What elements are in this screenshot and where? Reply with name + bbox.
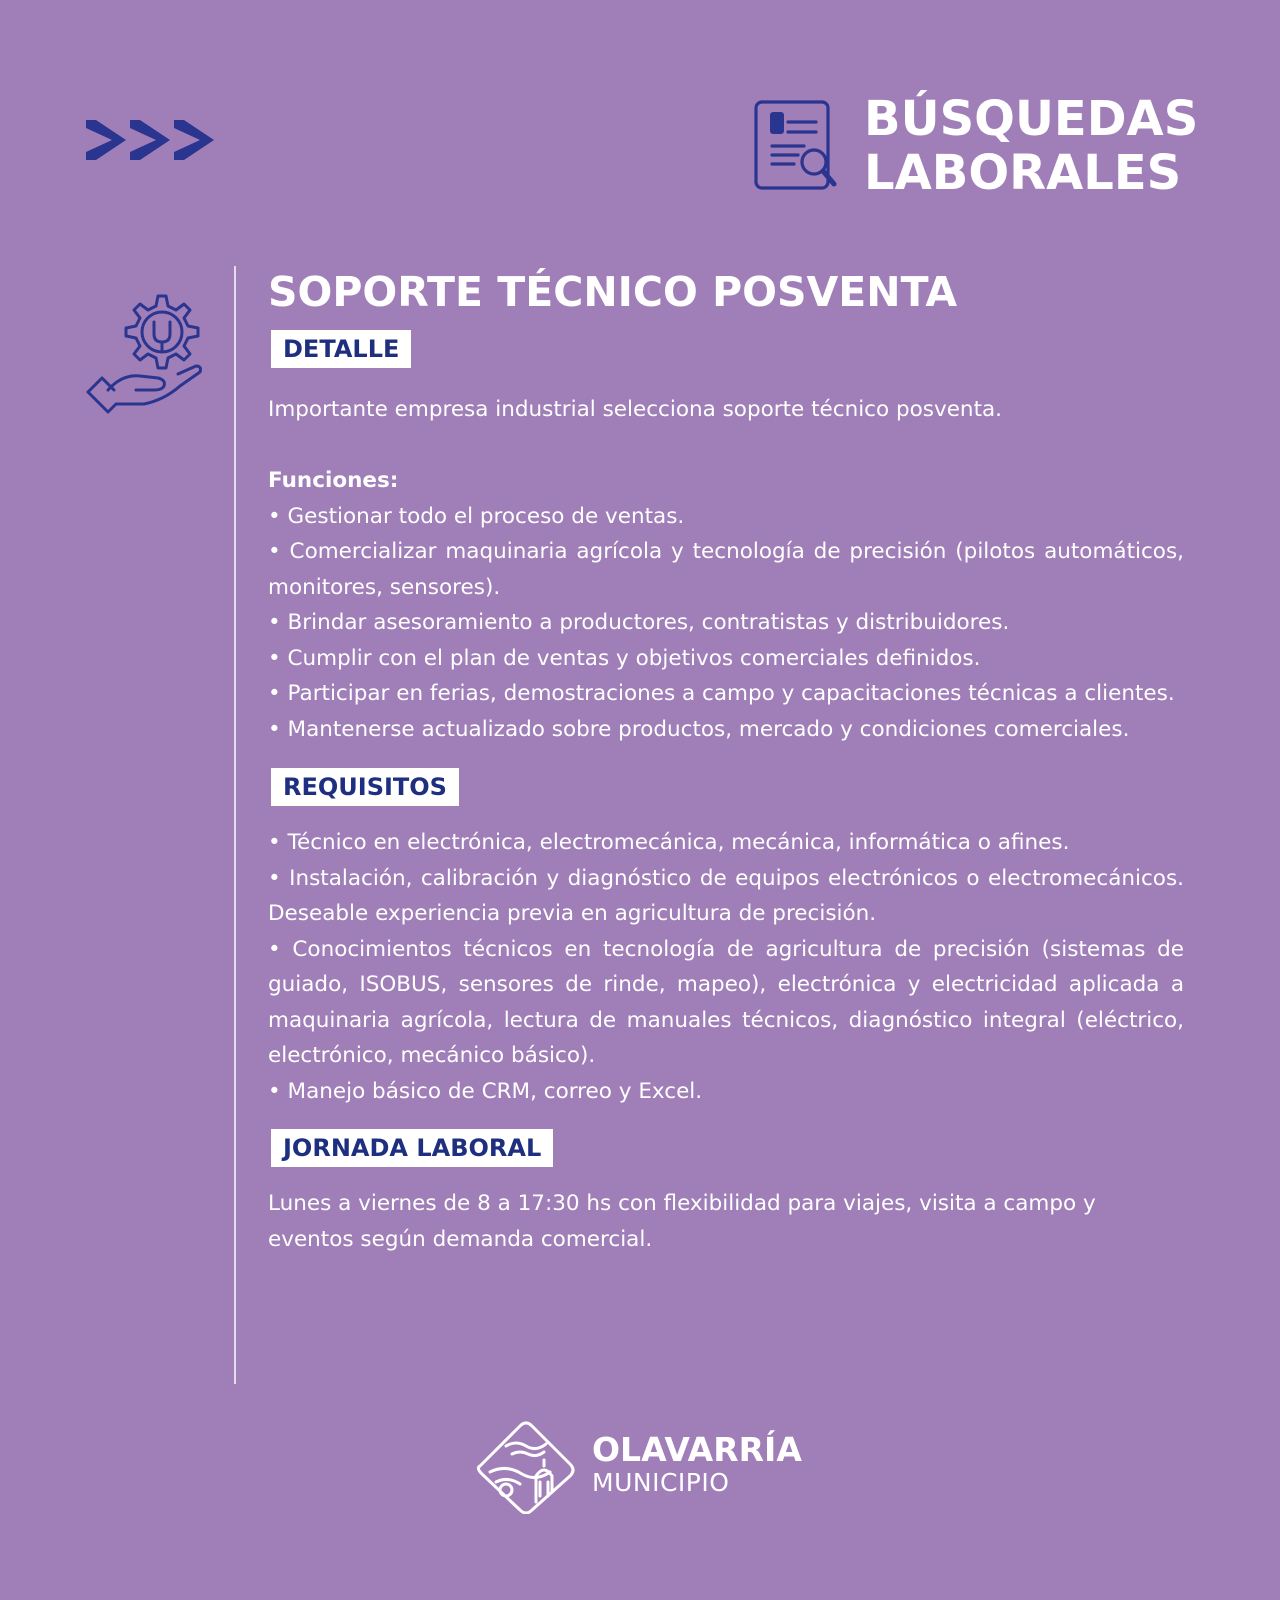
list-item: • Participar en ferias, demostraciones a campo y capacitaciones técnicas a clientes. <box>268 681 1175 706</box>
intro-text: Importante empresa industrial selecciona soporte técnico posventa. <box>268 397 1003 422</box>
footer-subtitle: MUNICIPIO <box>592 1468 730 1497</box>
funciones-heading: Funciones: <box>268 468 399 493</box>
list-item: • Manejo básico de CRM, correo y Excel. <box>268 1078 703 1104</box>
requisitos-list <box>268 825 1184 1109</box>
list-item: • Comercializar maquinaria agrícola y tecnología de precisión (pilotos automáticos, monitores, sensores). <box>268 539 1184 600</box>
funciones-list <box>268 499 1184 748</box>
jornada-label: JORNADA LABORAL <box>271 1129 553 1167</box>
vertical-divider <box>234 266 236 1384</box>
jornada-text: Lunes a viernes de 8 a 17:30 hs con flexibilidad para viajes, visita a campo y eventos según demanda comercial. <box>268 1191 1096 1252</box>
requisitos-label: REQUISITOS <box>271 768 459 806</box>
header-title <box>864 92 1198 200</box>
list-item: • Gestionar todo el proceso de ventas. <box>268 503 685 529</box>
header-title-line1: BÚSQUEDAS <box>864 91 1199 147</box>
job-title: SOPORTE TÉCNICO POSVENTA <box>268 268 958 316</box>
hand-gear-icon <box>86 294 206 418</box>
document-search-icon <box>754 100 838 194</box>
footer-name: OLAVARRÍA <box>592 1430 802 1469</box>
list-item: • Técnico en electrónica, electromecánica, mecánica, informática o afines. <box>268 830 1070 855</box>
triple-chevron-right-icon <box>86 118 216 162</box>
list-item: • Cumplir con el plan de ventas y objetivos comerciales definidos. <box>268 645 981 671</box>
olavarria-logo-icon <box>476 1420 576 1514</box>
list-item: • Brindar asesoramiento a productores, contratistas y distribuidores. <box>268 610 1010 635</box>
footer-brand <box>592 1432 802 1498</box>
job-content <box>268 266 1184 1257</box>
list-item: • Conocimientos técnicos en tecnología de agricultura de precisión (sistemas de guiado, ISOBUS, sensores de rinde, mapeo), electrónica y electricidad aplicada a maquinaria agrícola, lectura de manuales técnicos, diagnóstico integral (eléctrico, electrónico, mecánico básico). <box>268 936 1184 1068</box>
detalle-label: DETALLE <box>271 330 411 368</box>
header-title-line2: LABORALES <box>864 145 1182 201</box>
list-item: • Instalación, calibración y diagnóstico de equipos electrónicos o electromecánicos. Deseable experiencia previa en agricultura de precisión. <box>268 865 1184 926</box>
list-item: • Mantenerse actualizado sobre productos, mercado y condiciones comerciales. <box>268 716 1130 742</box>
